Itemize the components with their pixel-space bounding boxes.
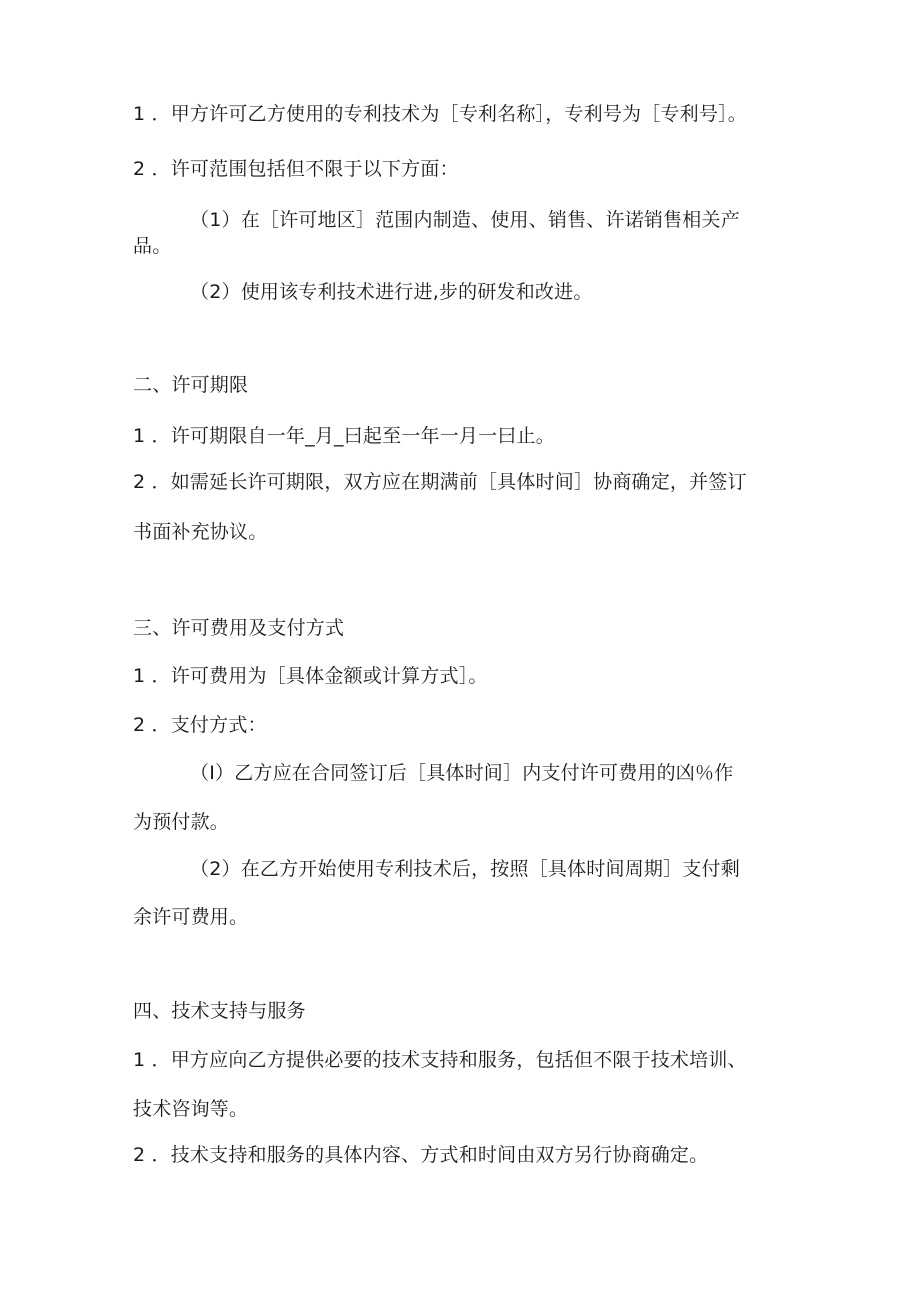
clause-2-2-cont: 书面补充协议。 xyxy=(133,521,268,543)
section-heading-3: 三、许可费用及支付方式 xyxy=(133,617,345,639)
clause-1-2: 2 ．许可范围包括但不限于以下方面： xyxy=(133,158,459,180)
clause-1-1: 1 ．甲方许可乙方使用的专利技术为［专利名称］，专利号为［专利号］。 xyxy=(133,103,747,125)
clause-1-2-sub-2: （2）使用该专利技术进行进,步的研发和改进。 xyxy=(190,281,593,303)
clause-2-1: 1 ．许可期限自一年_月_曰起至一年一月一曰止。 xyxy=(133,425,555,447)
clause-3-2-sub-1: （I）乙方应在合同签订后［具体时间］内支付许可费用的凶％作 xyxy=(190,762,734,784)
clause-4-1-cont: 技术咨询等。 xyxy=(133,1098,249,1120)
clause-3-2-sub-2-cont: 余许可费用。 xyxy=(133,906,249,928)
clause-3-2-sub-2: （2）在乙方开始使用专利技术后，按照［具体时间周期］支付剩 xyxy=(190,858,740,880)
clause-4-2: 2 ．技术支持和服务的具体内容、方式和时间由双方另行协商确定。 xyxy=(133,1144,709,1166)
clause-2-2: 2 ．如需延长许可期限，双方应在期满前［具体时间］协商确定，并签订 xyxy=(133,471,747,493)
clause-3-2: 2 ．支付方式： xyxy=(133,714,267,736)
clause-1-2-sub-1-cont: 品。 xyxy=(133,235,172,257)
clause-3-1: 1 ．许可费用为［具体金额或计算方式］。 xyxy=(133,665,488,687)
clause-4-1: 1 ．甲方应向乙方提供必要的技术支持和服务，包括但不限于技术培训、 xyxy=(133,1049,747,1071)
section-heading-4: 四、技术支持与服务 xyxy=(133,1000,306,1022)
clause-1-2-sub-1: （1）在［许可地区］范围内制造、使用、销售、许诺销售相关产 xyxy=(190,209,740,231)
section-heading-2: 二、许可期限 xyxy=(133,374,249,396)
clause-3-2-sub-1-cont: 为预付款。 xyxy=(133,811,230,833)
